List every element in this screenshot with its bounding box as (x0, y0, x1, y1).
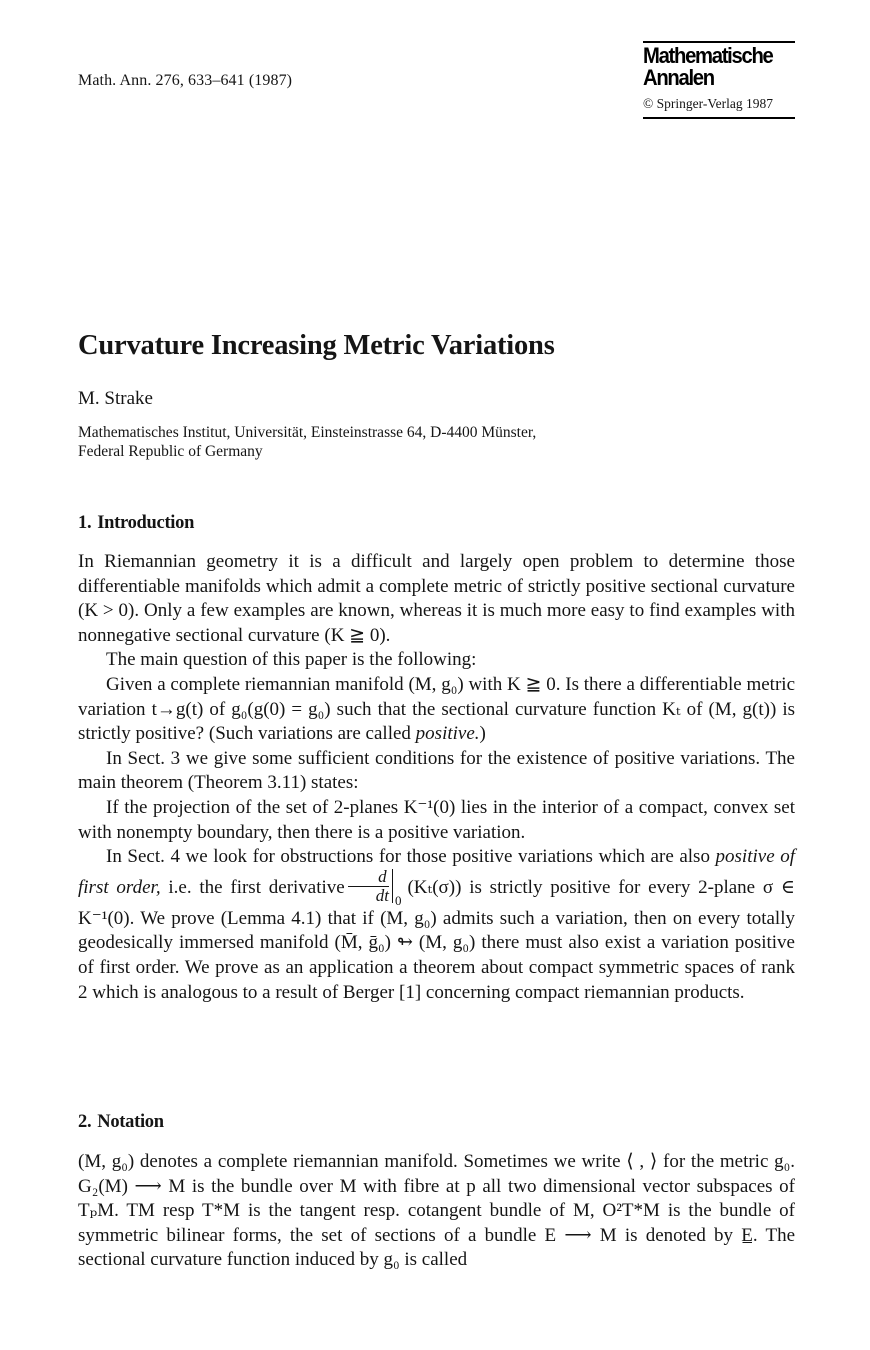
journal-masthead (643, 45, 795, 119)
emphasis: positive of first order, (78, 846, 795, 898)
section-title: Notation (97, 1112, 164, 1132)
section-number: 1. (78, 513, 92, 533)
paragraph (78, 845, 795, 1005)
paragraph-text: ) (479, 723, 486, 745)
paragraph-text: In Sect. 4 we look for obstructions for those positive variations which are also (106, 846, 716, 868)
paragraph-text: (Kₜ(σ)) is strictly positive for every 2-plane σ ∈ K⁻¹(0). We prove (Lemma 4.1) that if (M, g₀) admits such a variation, then on every totally geodesically immersed manifold (M̄, ḡ₀) ↬ (M, g₀) there must also exist a variation positive of first order. We prove as an application a theorem about compact symmetric spaces of rank 2 which is analogous to a result of Berger [1] concerning compact riemannian products. (78, 876, 795, 1003)
section-heading-introduction (78, 513, 194, 534)
paragraph: In Sect. 3 we give some sufficient conditions for the existence of positive variations. The main theorem (Theorem 3.11) states: (78, 747, 795, 794)
journal-reference: Math. Ann. 276, 633–641 (1987) (78, 72, 293, 89)
paragraph-text: i.e. the first derivative (160, 876, 345, 898)
fraction-denominator: dt (375, 885, 389, 905)
affiliation-line-1: Mathematisches Institut, Universität, Einsteinstrasse 64, D-4400 Münster, (78, 424, 537, 441)
notation-body (78, 1150, 795, 1273)
copyright-notice: © Springer-Verlag 1987 (643, 96, 795, 119)
evaluation-subscript: 0 (394, 892, 402, 908)
author-name: M. Strake (78, 388, 153, 409)
author-affiliation (78, 423, 798, 461)
introduction-body (78, 550, 795, 1005)
paragraph: (M, g₀) denotes a complete riemannian manifold. Sometimes we write ⟨ , ⟩ for the metric g₀. G₂(M) ⟶ M is the bundle over M with fibre at p all two dimensional vector subspaces of TₚM. TM resp T*M is the tangent resp. cotangent bundle of M, O²T*M is the bundle of symmetric bilinear forms, the set of sections of a bundle E ⟶ M is denoted by E̲. The sectional curvature function induced by g₀ is called (78, 1151, 795, 1271)
paragraph: If the projection of the set of 2-planes K⁻¹(0) lies in the interior of a compact, convex set with nonempty boundary, then there is a positive variation. (78, 796, 795, 843)
paragraph: In Riemannian geometry it is a difficult and largely open problem to determine those differentiable manifolds which admit a complete metric of strictly positive sectional curvature (K > 0). Only a few examples are known, whereas it is much more easy to find examples with nonnegative sectional curvature (K ≧ 0). (78, 551, 795, 646)
paper-title: Curvature Increasing Metric Variations (78, 330, 555, 361)
emphasis: positive. (415, 723, 480, 745)
paragraph-text: Given a complete riemannian manifold (M, g₀) with K ≧ 0. Is there a differentiable metric variation t→g(t) of g₀(g(0) = g₀) such that the sectional curvature function Kₜ of (M, g(t)) is strictly positive? (Such variations are called (78, 673, 795, 745)
derivative-fraction (348, 868, 389, 905)
section-title: Introduction (97, 513, 195, 533)
affiliation-line-2: Federal Republic of Germany (78, 443, 263, 460)
evaluation-bar (392, 869, 393, 903)
section-heading-notation (78, 1112, 164, 1133)
section-number: 2. (78, 1112, 92, 1132)
paragraph: The main question of this paper is the following: (106, 649, 477, 671)
masthead-title-line1: Mathematische (643, 43, 773, 68)
masthead-title-line2: Annalen (643, 65, 714, 90)
fraction-numerator: d (348, 868, 389, 887)
paragraph (78, 673, 795, 747)
